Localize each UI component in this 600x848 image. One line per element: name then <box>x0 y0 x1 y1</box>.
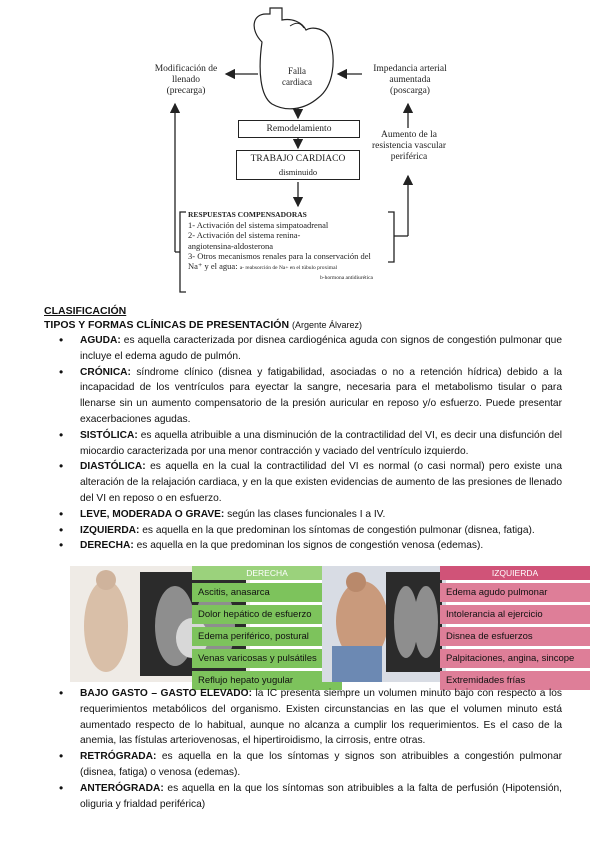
aumento-resistencia-label: Aumento de la resistencia vascular periférica <box>371 130 447 162</box>
remodelamiento-box: Remodelamiento <box>238 120 360 138</box>
list-item-term: AGUDA: <box>80 335 121 346</box>
clasificacion-heading: CLASIFICACIÓN <box>44 305 127 317</box>
list-item-text: es aquella en la que los síntomas y signos son atribuibles a congestión pulmonar (disnea, fatiga) o venosa (edemas). <box>80 751 562 778</box>
list-item <box>44 781 562 813</box>
table-row: Intolerancia al ejercicio <box>440 605 590 624</box>
list-item-term: SISTÓLICA: <box>80 429 138 441</box>
table-row: Reflujo hepato yugular <box>192 671 342 690</box>
trabajo-cardiaco-box: TRABAJO CARDIACO disminuido <box>236 150 360 180</box>
list-item-text: es aquella en la cual la contractilidad del VI es normal (o casi normal) pero existe una alteración de la relajación cardiaca, y en la que existen evidencias de aumento de las presiones de llenado del VI en reposo o en esfuerzo. <box>80 461 562 504</box>
respuestas-compensadoras: RESPUESTAS COMPENSADORAS 1- Activación del sistema simpatoadrenal 2- Activación del sistema renina- angiotensina-aldosterona 3- Otros mecanismos renales para la conservación del Na⁺ y el agua: a- reabsorción de Na+ en el túbulo proximal b-hormona antidiurética <box>188 210 373 282</box>
tipos-heading: TIPOS Y FORMAS CLÍNICAS DE PRESENTACIÓN (Argente Álvarez) <box>44 319 362 331</box>
list-item-text: es aquella caracterizada por disnea cardiogénica aguda con signos de congestión pulmonar que incluye el edema agudo de pulmón. <box>80 335 562 362</box>
list-item-text: es aquella en la que predominan los signos de congestión venosa (edemas). <box>133 540 484 552</box>
list-item <box>44 523 562 539</box>
left-hf-illustration <box>322 566 446 682</box>
list-item-term: BAJO GASTO – GASTO ELEVADO: <box>80 688 252 699</box>
modificacion-label: Modificación de llenado (precarga) <box>154 64 218 96</box>
table-row: Palpitaciones, angina, sincope <box>440 649 590 668</box>
list-item-text: la IC presenta siempre un volumen minuto bajo con respecto a los requerimientos metabólicos del organismo. Existen circunstancias en las que el volumen minuto está aumentado respecto de lo habitual, aunque no alcanza a cumplir los requerimientos. Es el caso de la anemia, las fístulas arteriovenosas, el hipertiroidismo, la cirrosis, entre otras. <box>80 688 562 747</box>
list-item-term: IZQUIERDA: <box>80 524 140 536</box>
list-item-text: es aquella en la que los síntomas son atribuibles a la falta de perfusión (Hipotensión, oliguria y frialdad periférica) <box>80 782 562 810</box>
list-item-term: DERECHA: <box>80 540 134 552</box>
list-item-term: RETRÓGRADA: <box>80 751 157 763</box>
izquierda-header: IZQUIERDA <box>440 566 590 580</box>
derecha-header: DERECHA <box>192 566 342 580</box>
list-item-text: síndrome clínico (disnea y fatigabilidad, asociadas o no a retención hídrica) debido a la incapacidad de los ventrículos para eyectar la sangre, necesaria para el metabolismo tisular o para llenarse sin un aumento compensatorio de la presión auricular en reposo y/o esfuerzo. Puede presentar exacerbaciones agudas. <box>80 366 562 425</box>
falla-cardiaca-label: Falla cardiaca <box>282 66 312 87</box>
list-item <box>44 507 562 523</box>
classification-list-bottom <box>44 686 562 812</box>
list-item <box>44 365 562 428</box>
list-item <box>44 538 562 554</box>
list-item-text: es aquella en la que predominan los síntomas de congestión pulmonar (disnea, fatiga). <box>139 524 535 536</box>
list-item-term: LEVE, MODERADA O GRAVE: <box>80 508 225 520</box>
table-row: Extremidades frías <box>440 671 590 690</box>
list-item <box>44 428 562 460</box>
derecha-table <box>192 566 342 690</box>
left-hf-photo <box>322 566 446 682</box>
list-item <box>44 459 562 506</box>
table-row: Edema periférico, postural <box>192 627 342 646</box>
pathophysiology-diagram <box>0 0 600 300</box>
list-item-term: CRÓNICA: <box>80 366 131 378</box>
list-item-text: según las clases funcionales I a IV. <box>224 508 386 520</box>
list-item <box>44 333 562 365</box>
list-item-term: ANTERÓGRADA: <box>80 782 164 794</box>
table-row: Disnea de esfuerzos <box>440 627 590 646</box>
table-row: Ascitis, anasarca <box>192 583 342 602</box>
impedancia-label: Impedancia arterial aumentada (poscarga) <box>373 64 447 96</box>
list-item-text: es aquella atribuible a una disminución de la contractilidad del VI, es decir una disfunción del miocardio caracterizada por una menor contracción y vaciado del ventrículo izquierdo. <box>80 429 562 457</box>
list-item-term: DIASTÓLICA: <box>80 461 146 473</box>
list-item <box>44 686 562 749</box>
classification-list-top <box>44 333 562 554</box>
table-row: Dolor hepático de esfuerzo <box>192 605 342 624</box>
heart-outline <box>254 8 333 109</box>
table-row: Venas varicosas y pulsátiles <box>192 649 342 668</box>
list-item <box>44 749 562 781</box>
table-row: Edema agudo pulmonar <box>440 583 590 602</box>
izquierda-table <box>440 566 590 690</box>
